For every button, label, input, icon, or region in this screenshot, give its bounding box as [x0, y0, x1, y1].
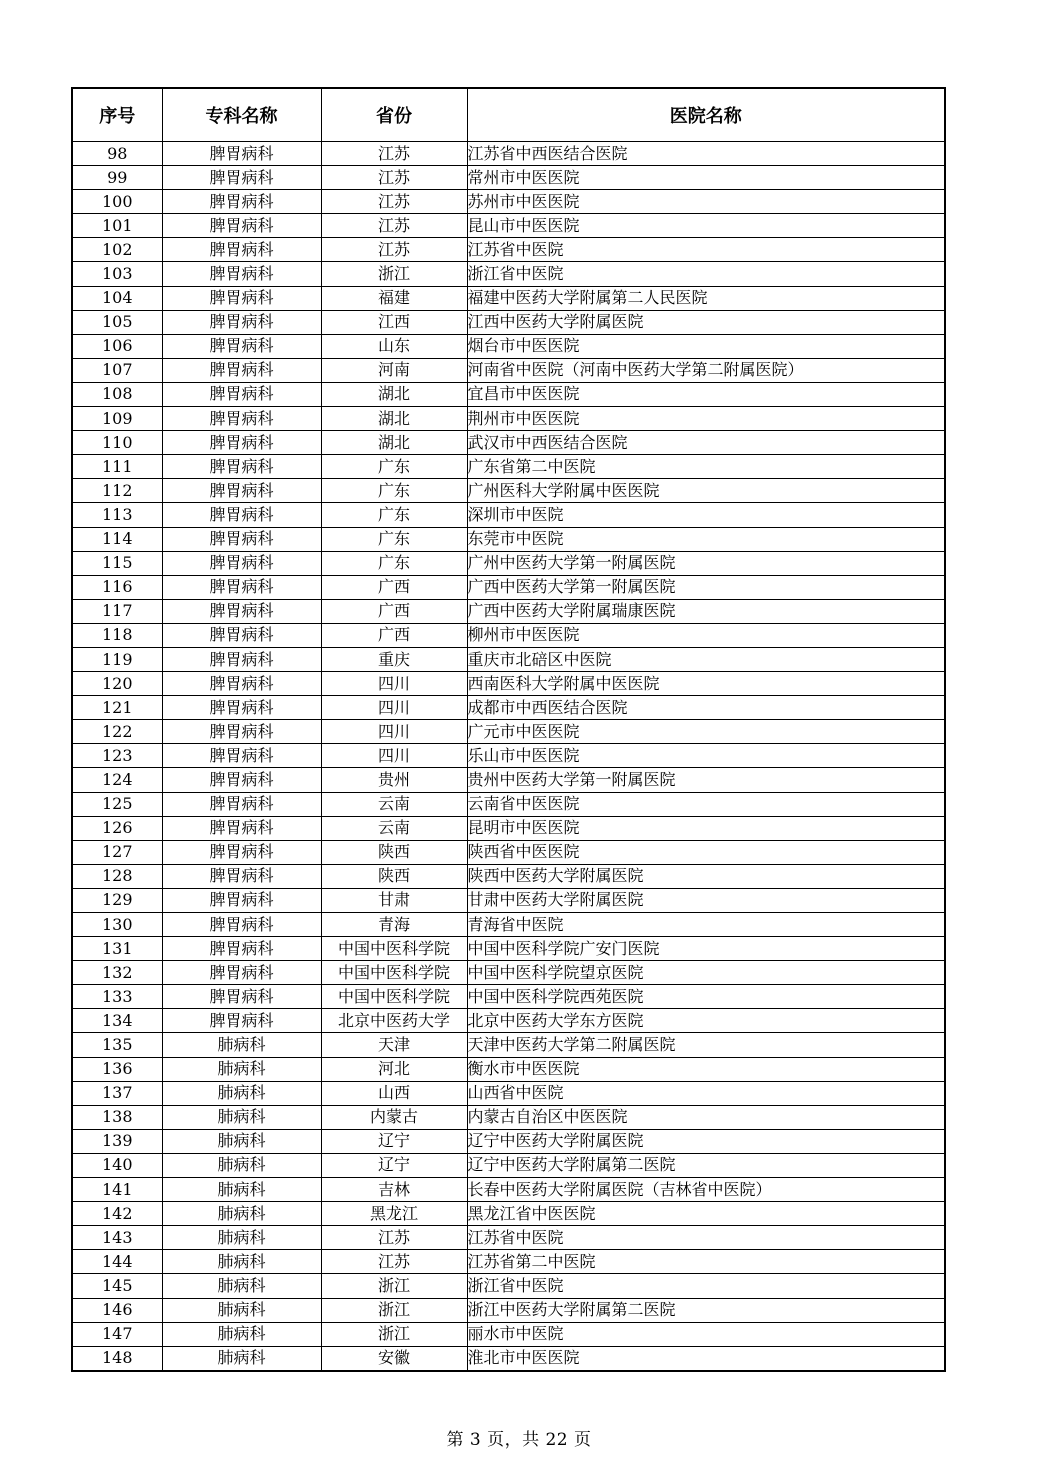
cell-specialty-name: 脾胃病科 — [162, 358, 321, 382]
cell-hospital-name: 淮北市中医医院 — [467, 1346, 945, 1371]
header-serial-number: 序号 — [72, 88, 162, 142]
table-row — [72, 455, 945, 479]
cell-specialty-name: 肺病科 — [162, 1322, 321, 1346]
header-row — [72, 88, 945, 142]
cell-hospital-name: 宜昌市中医医院 — [467, 382, 945, 406]
cell-hospital-name: 江苏省中西医结合医院 — [467, 142, 945, 166]
cell-hospital-name: 广东省第二中医院 — [467, 455, 945, 479]
cell-serial-number: 114 — [72, 527, 162, 551]
cell-province: 广东 — [321, 455, 467, 479]
cell-specialty-name: 肺病科 — [162, 1202, 321, 1226]
table-row — [72, 1033, 945, 1057]
cell-province: 广西 — [321, 575, 467, 599]
cell-hospital-name: 陕西中医药大学附属医院 — [467, 864, 945, 888]
table-row — [72, 286, 945, 310]
cell-serial-number: 103 — [72, 262, 162, 286]
cell-serial-number: 132 — [72, 961, 162, 985]
cell-specialty-name: 脾胃病科 — [162, 961, 321, 985]
cell-serial-number: 126 — [72, 816, 162, 840]
table-row — [72, 1202, 945, 1226]
cell-hospital-name: 黑龙江省中医医院 — [467, 1202, 945, 1226]
cell-province: 广西 — [321, 623, 467, 647]
cell-serial-number: 125 — [72, 792, 162, 816]
table-row — [72, 768, 945, 792]
table-body — [72, 142, 945, 1371]
cell-province: 四川 — [321, 720, 467, 744]
table-row — [72, 334, 945, 358]
cell-province: 湖北 — [321, 407, 467, 431]
table-row — [72, 190, 945, 214]
table-row — [72, 238, 945, 262]
cell-specialty-name: 脾胃病科 — [162, 142, 321, 166]
cell-serial-number: 117 — [72, 599, 162, 623]
table-row — [72, 310, 945, 334]
cell-specialty-name: 脾胃病科 — [162, 286, 321, 310]
cell-serial-number: 116 — [72, 575, 162, 599]
cell-hospital-name: 广西中医药大学第一附属医院 — [467, 575, 945, 599]
cell-serial-number: 139 — [72, 1129, 162, 1153]
cell-hospital-name: 苏州市中医医院 — [467, 190, 945, 214]
cell-province: 湖北 — [321, 382, 467, 406]
cell-specialty-name: 脾胃病科 — [162, 551, 321, 575]
cell-specialty-name: 脾胃病科 — [162, 310, 321, 334]
cell-specialty-name: 肺病科 — [162, 1178, 321, 1202]
cell-specialty-name: 脾胃病科 — [162, 672, 321, 696]
cell-province: 河北 — [321, 1057, 467, 1081]
cell-serial-number: 140 — [72, 1153, 162, 1177]
cell-province: 四川 — [321, 696, 467, 720]
cell-province: 青海 — [321, 913, 467, 937]
cell-serial-number: 128 — [72, 864, 162, 888]
table-row — [72, 358, 945, 382]
cell-province: 黑龙江 — [321, 1202, 467, 1226]
cell-serial-number: 99 — [72, 166, 162, 190]
cell-hospital-name: 辽宁中医药大学附属第二医院 — [467, 1153, 945, 1177]
cell-specialty-name: 脾胃病科 — [162, 623, 321, 647]
cell-serial-number: 98 — [72, 142, 162, 166]
cell-hospital-name: 中国中医科学院西苑医院 — [467, 985, 945, 1009]
cell-serial-number: 102 — [72, 238, 162, 262]
table-row — [72, 527, 945, 551]
cell-hospital-name: 丽水市中医院 — [467, 1322, 945, 1346]
cell-hospital-name: 西南医科大学附属中医医院 — [467, 672, 945, 696]
table-row — [72, 262, 945, 286]
table-row — [72, 1009, 945, 1033]
cell-serial-number: 110 — [72, 431, 162, 455]
cell-serial-number: 105 — [72, 310, 162, 334]
cell-specialty-name: 脾胃病科 — [162, 792, 321, 816]
cell-province: 四川 — [321, 744, 467, 768]
cell-hospital-name: 广西中医药大学附属瑞康医院 — [467, 599, 945, 623]
table-row — [72, 503, 945, 527]
cell-hospital-name: 广元市中医医院 — [467, 720, 945, 744]
cell-serial-number: 144 — [72, 1250, 162, 1274]
cell-serial-number: 130 — [72, 913, 162, 937]
cell-province: 中国中医科学院 — [321, 937, 467, 961]
cell-hospital-name: 昆山市中医医院 — [467, 214, 945, 238]
table-row — [72, 1081, 945, 1105]
cell-province: 江苏 — [321, 142, 467, 166]
table-row — [72, 623, 945, 647]
cell-hospital-name: 青海省中医院 — [467, 913, 945, 937]
cell-province: 安徽 — [321, 1346, 467, 1371]
table-row — [72, 937, 945, 961]
cell-hospital-name: 广州中医药大学第一附属医院 — [467, 551, 945, 575]
cell-serial-number: 101 — [72, 214, 162, 238]
table-row — [72, 479, 945, 503]
cell-province: 陕西 — [321, 864, 467, 888]
cell-hospital-name: 天津中医药大学第二附属医院 — [467, 1033, 945, 1057]
cell-province: 浙江 — [321, 1322, 467, 1346]
cell-specialty-name: 脾胃病科 — [162, 166, 321, 190]
cell-specialty-name: 脾胃病科 — [162, 407, 321, 431]
cell-province: 江西 — [321, 310, 467, 334]
cell-province: 广东 — [321, 527, 467, 551]
cell-specialty-name: 脾胃病科 — [162, 599, 321, 623]
table-row — [72, 1322, 945, 1346]
table-row — [72, 913, 945, 937]
cell-specialty-name: 脾胃病科 — [162, 382, 321, 406]
hospital-table — [71, 87, 946, 1372]
cell-province: 广东 — [321, 479, 467, 503]
cell-specialty-name: 脾胃病科 — [162, 431, 321, 455]
cell-specialty-name: 肺病科 — [162, 1346, 321, 1371]
table-row — [72, 407, 945, 431]
cell-hospital-name: 福建中医药大学附属第二人民医院 — [467, 286, 945, 310]
cell-serial-number: 108 — [72, 382, 162, 406]
cell-province: 广东 — [321, 503, 467, 527]
cell-province: 云南 — [321, 792, 467, 816]
cell-province: 甘肃 — [321, 888, 467, 912]
cell-specialty-name: 脾胃病科 — [162, 864, 321, 888]
table-row — [72, 792, 945, 816]
cell-specialty-name: 脾胃病科 — [162, 888, 321, 912]
cell-province: 天津 — [321, 1033, 467, 1057]
table-row — [72, 816, 945, 840]
table-row — [72, 166, 945, 190]
cell-province: 重庆 — [321, 647, 467, 671]
cell-province: 江苏 — [321, 190, 467, 214]
cell-hospital-name: 浙江省中医院 — [467, 1274, 945, 1298]
cell-serial-number: 142 — [72, 1202, 162, 1226]
cell-serial-number: 147 — [72, 1322, 162, 1346]
cell-serial-number: 107 — [72, 358, 162, 382]
table-row — [72, 1153, 945, 1177]
cell-serial-number: 118 — [72, 623, 162, 647]
cell-specialty-name: 肺病科 — [162, 1081, 321, 1105]
cell-province: 江苏 — [321, 1226, 467, 1250]
cell-serial-number: 148 — [72, 1346, 162, 1371]
table-row — [72, 431, 945, 455]
cell-serial-number: 112 — [72, 479, 162, 503]
cell-province: 江苏 — [321, 166, 467, 190]
table-row — [72, 864, 945, 888]
cell-hospital-name: 河南省中医院（河南中医药大学第二附属医院） — [467, 358, 945, 382]
cell-specialty-name: 脾胃病科 — [162, 913, 321, 937]
cell-serial-number: 146 — [72, 1298, 162, 1322]
cell-serial-number: 133 — [72, 985, 162, 1009]
cell-serial-number: 135 — [72, 1033, 162, 1057]
table-row — [72, 599, 945, 623]
cell-hospital-name: 东莞市中医院 — [467, 527, 945, 551]
cell-hospital-name: 柳州市中医医院 — [467, 623, 945, 647]
cell-serial-number: 113 — [72, 503, 162, 527]
cell-specialty-name: 脾胃病科 — [162, 503, 321, 527]
table-row — [72, 720, 945, 744]
table-row — [72, 1057, 945, 1081]
cell-specialty-name: 脾胃病科 — [162, 744, 321, 768]
cell-specialty-name: 脾胃病科 — [162, 937, 321, 961]
cell-province: 广东 — [321, 551, 467, 575]
cell-hospital-name: 山西省中医院 — [467, 1081, 945, 1105]
cell-province: 北京中医药大学 — [321, 1009, 467, 1033]
cell-specialty-name: 肺病科 — [162, 1033, 321, 1057]
table-row — [72, 1298, 945, 1322]
cell-province: 辽宁 — [321, 1153, 467, 1177]
cell-specialty-name: 肺病科 — [162, 1274, 321, 1298]
cell-serial-number: 121 — [72, 696, 162, 720]
cell-province: 福建 — [321, 286, 467, 310]
table-row — [72, 575, 945, 599]
table-row — [72, 840, 945, 864]
cell-hospital-name: 陕西省中医医院 — [467, 840, 945, 864]
cell-serial-number: 138 — [72, 1105, 162, 1129]
table-row — [72, 1274, 945, 1298]
cell-serial-number: 119 — [72, 647, 162, 671]
cell-specialty-name: 肺病科 — [162, 1105, 321, 1129]
cell-hospital-name: 浙江中医药大学附属第二医院 — [467, 1298, 945, 1322]
table-row — [72, 1346, 945, 1371]
table-row — [72, 551, 945, 575]
cell-hospital-name: 北京中医药大学东方医院 — [467, 1009, 945, 1033]
header-hospital-name: 医院名称 — [467, 88, 945, 142]
cell-serial-number: 145 — [72, 1274, 162, 1298]
cell-specialty-name: 肺病科 — [162, 1250, 321, 1274]
cell-hospital-name: 成都市中西医结合医院 — [467, 696, 945, 720]
table-row — [72, 1226, 945, 1250]
cell-province: 山东 — [321, 334, 467, 358]
cell-hospital-name: 江西中医药大学附属医院 — [467, 310, 945, 334]
cell-specialty-name: 脾胃病科 — [162, 238, 321, 262]
cell-serial-number: 123 — [72, 744, 162, 768]
cell-serial-number: 115 — [72, 551, 162, 575]
table-row — [72, 1250, 945, 1274]
cell-specialty-name: 脾胃病科 — [162, 840, 321, 864]
cell-hospital-name: 江苏省第二中医院 — [467, 1250, 945, 1274]
cell-hospital-name: 深圳市中医院 — [467, 503, 945, 527]
table-row — [72, 985, 945, 1009]
cell-province: 浙江 — [321, 1298, 467, 1322]
cell-hospital-name: 中国中医科学院望京医院 — [467, 961, 945, 985]
cell-hospital-name: 长春中医药大学附属医院（吉林省中医院） — [467, 1178, 945, 1202]
cell-specialty-name: 脾胃病科 — [162, 479, 321, 503]
cell-hospital-name: 荆州市中医医院 — [467, 407, 945, 431]
page-number: 第 3 页，共 22 页 — [446, 1430, 592, 1450]
cell-province: 湖北 — [321, 431, 467, 455]
cell-serial-number: 122 — [72, 720, 162, 744]
cell-province: 云南 — [321, 816, 467, 840]
cell-province: 中国中医科学院 — [321, 985, 467, 1009]
cell-specialty-name: 脾胃病科 — [162, 214, 321, 238]
cell-province: 中国中医科学院 — [321, 961, 467, 985]
cell-serial-number: 100 — [72, 190, 162, 214]
cell-hospital-name: 贵州中医药大学第一附属医院 — [467, 768, 945, 792]
cell-hospital-name: 重庆市北碚区中医院 — [467, 647, 945, 671]
cell-hospital-name: 辽宁中医药大学附属医院 — [467, 1129, 945, 1153]
cell-specialty-name: 肺病科 — [162, 1226, 321, 1250]
cell-hospital-name: 云南省中医医院 — [467, 792, 945, 816]
cell-hospital-name: 甘肃中医药大学附属医院 — [467, 888, 945, 912]
table-row — [72, 1129, 945, 1153]
cell-serial-number: 111 — [72, 455, 162, 479]
cell-specialty-name: 脾胃病科 — [162, 985, 321, 1009]
cell-hospital-name: 江苏省中医院 — [467, 1226, 945, 1250]
cell-specialty-name: 脾胃病科 — [162, 720, 321, 744]
cell-specialty-name: 脾胃病科 — [162, 455, 321, 479]
cell-specialty-name: 肺病科 — [162, 1298, 321, 1322]
table-row — [72, 696, 945, 720]
cell-serial-number: 134 — [72, 1009, 162, 1033]
cell-hospital-name: 武汉市中西医结合医院 — [467, 431, 945, 455]
header-province: 省份 — [321, 88, 467, 142]
cell-province: 山西 — [321, 1081, 467, 1105]
cell-serial-number: 129 — [72, 888, 162, 912]
cell-serial-number: 120 — [72, 672, 162, 696]
cell-specialty-name: 脾胃病科 — [162, 696, 321, 720]
cell-serial-number: 141 — [72, 1178, 162, 1202]
cell-province: 贵州 — [321, 768, 467, 792]
cell-hospital-name: 内蒙古自治区中医医院 — [467, 1105, 945, 1129]
cell-province: 陕西 — [321, 840, 467, 864]
table-row — [72, 1105, 945, 1129]
cell-serial-number: 131 — [72, 937, 162, 961]
cell-province: 广西 — [321, 599, 467, 623]
cell-hospital-name: 衡水市中医医院 — [467, 1057, 945, 1081]
cell-specialty-name: 脾胃病科 — [162, 816, 321, 840]
cell-hospital-name: 乐山市中医医院 — [467, 744, 945, 768]
cell-specialty-name: 肺病科 — [162, 1057, 321, 1081]
table-row — [72, 744, 945, 768]
table-row — [72, 1178, 945, 1202]
cell-serial-number: 104 — [72, 286, 162, 310]
cell-serial-number: 143 — [72, 1226, 162, 1250]
cell-hospital-name: 中国中医科学院广安门医院 — [467, 937, 945, 961]
table-row — [72, 647, 945, 671]
cell-specialty-name: 肺病科 — [162, 1153, 321, 1177]
cell-province: 江苏 — [321, 1250, 467, 1274]
header-specialty-name: 专科名称 — [162, 88, 321, 142]
table-row — [72, 672, 945, 696]
cell-hospital-name: 江苏省中医院 — [467, 238, 945, 262]
table-row — [72, 961, 945, 985]
cell-serial-number: 106 — [72, 334, 162, 358]
cell-serial-number: 136 — [72, 1057, 162, 1081]
cell-province: 辽宁 — [321, 1129, 467, 1153]
cell-serial-number: 109 — [72, 407, 162, 431]
table-row — [72, 214, 945, 238]
cell-hospital-name: 烟台市中医医院 — [467, 334, 945, 358]
cell-province: 四川 — [321, 672, 467, 696]
cell-specialty-name: 脾胃病科 — [162, 527, 321, 551]
cell-province: 内蒙古 — [321, 1105, 467, 1129]
cell-serial-number: 137 — [72, 1081, 162, 1105]
cell-serial-number: 127 — [72, 840, 162, 864]
cell-specialty-name: 脾胃病科 — [162, 334, 321, 358]
cell-specialty-name: 肺病科 — [162, 1129, 321, 1153]
cell-province: 浙江 — [321, 262, 467, 286]
cell-province: 吉林 — [321, 1178, 467, 1202]
cell-province: 浙江 — [321, 1274, 467, 1298]
table-header — [72, 88, 945, 142]
table-row — [72, 382, 945, 406]
cell-specialty-name: 脾胃病科 — [162, 262, 321, 286]
cell-specialty-name: 脾胃病科 — [162, 190, 321, 214]
cell-hospital-name: 昆明市中医医院 — [467, 816, 945, 840]
cell-specialty-name: 脾胃病科 — [162, 575, 321, 599]
table-row — [72, 142, 945, 166]
cell-province: 江苏 — [321, 238, 467, 262]
cell-province: 江苏 — [321, 214, 467, 238]
cell-province: 河南 — [321, 358, 467, 382]
cell-hospital-name: 广州医科大学附属中医医院 — [467, 479, 945, 503]
cell-specialty-name: 脾胃病科 — [162, 1009, 321, 1033]
cell-hospital-name: 常州市中医医院 — [467, 166, 945, 190]
table-row — [72, 888, 945, 912]
cell-specialty-name: 脾胃病科 — [162, 647, 321, 671]
cell-specialty-name: 脾胃病科 — [162, 768, 321, 792]
cell-serial-number: 124 — [72, 768, 162, 792]
cell-hospital-name: 浙江省中医院 — [467, 262, 945, 286]
